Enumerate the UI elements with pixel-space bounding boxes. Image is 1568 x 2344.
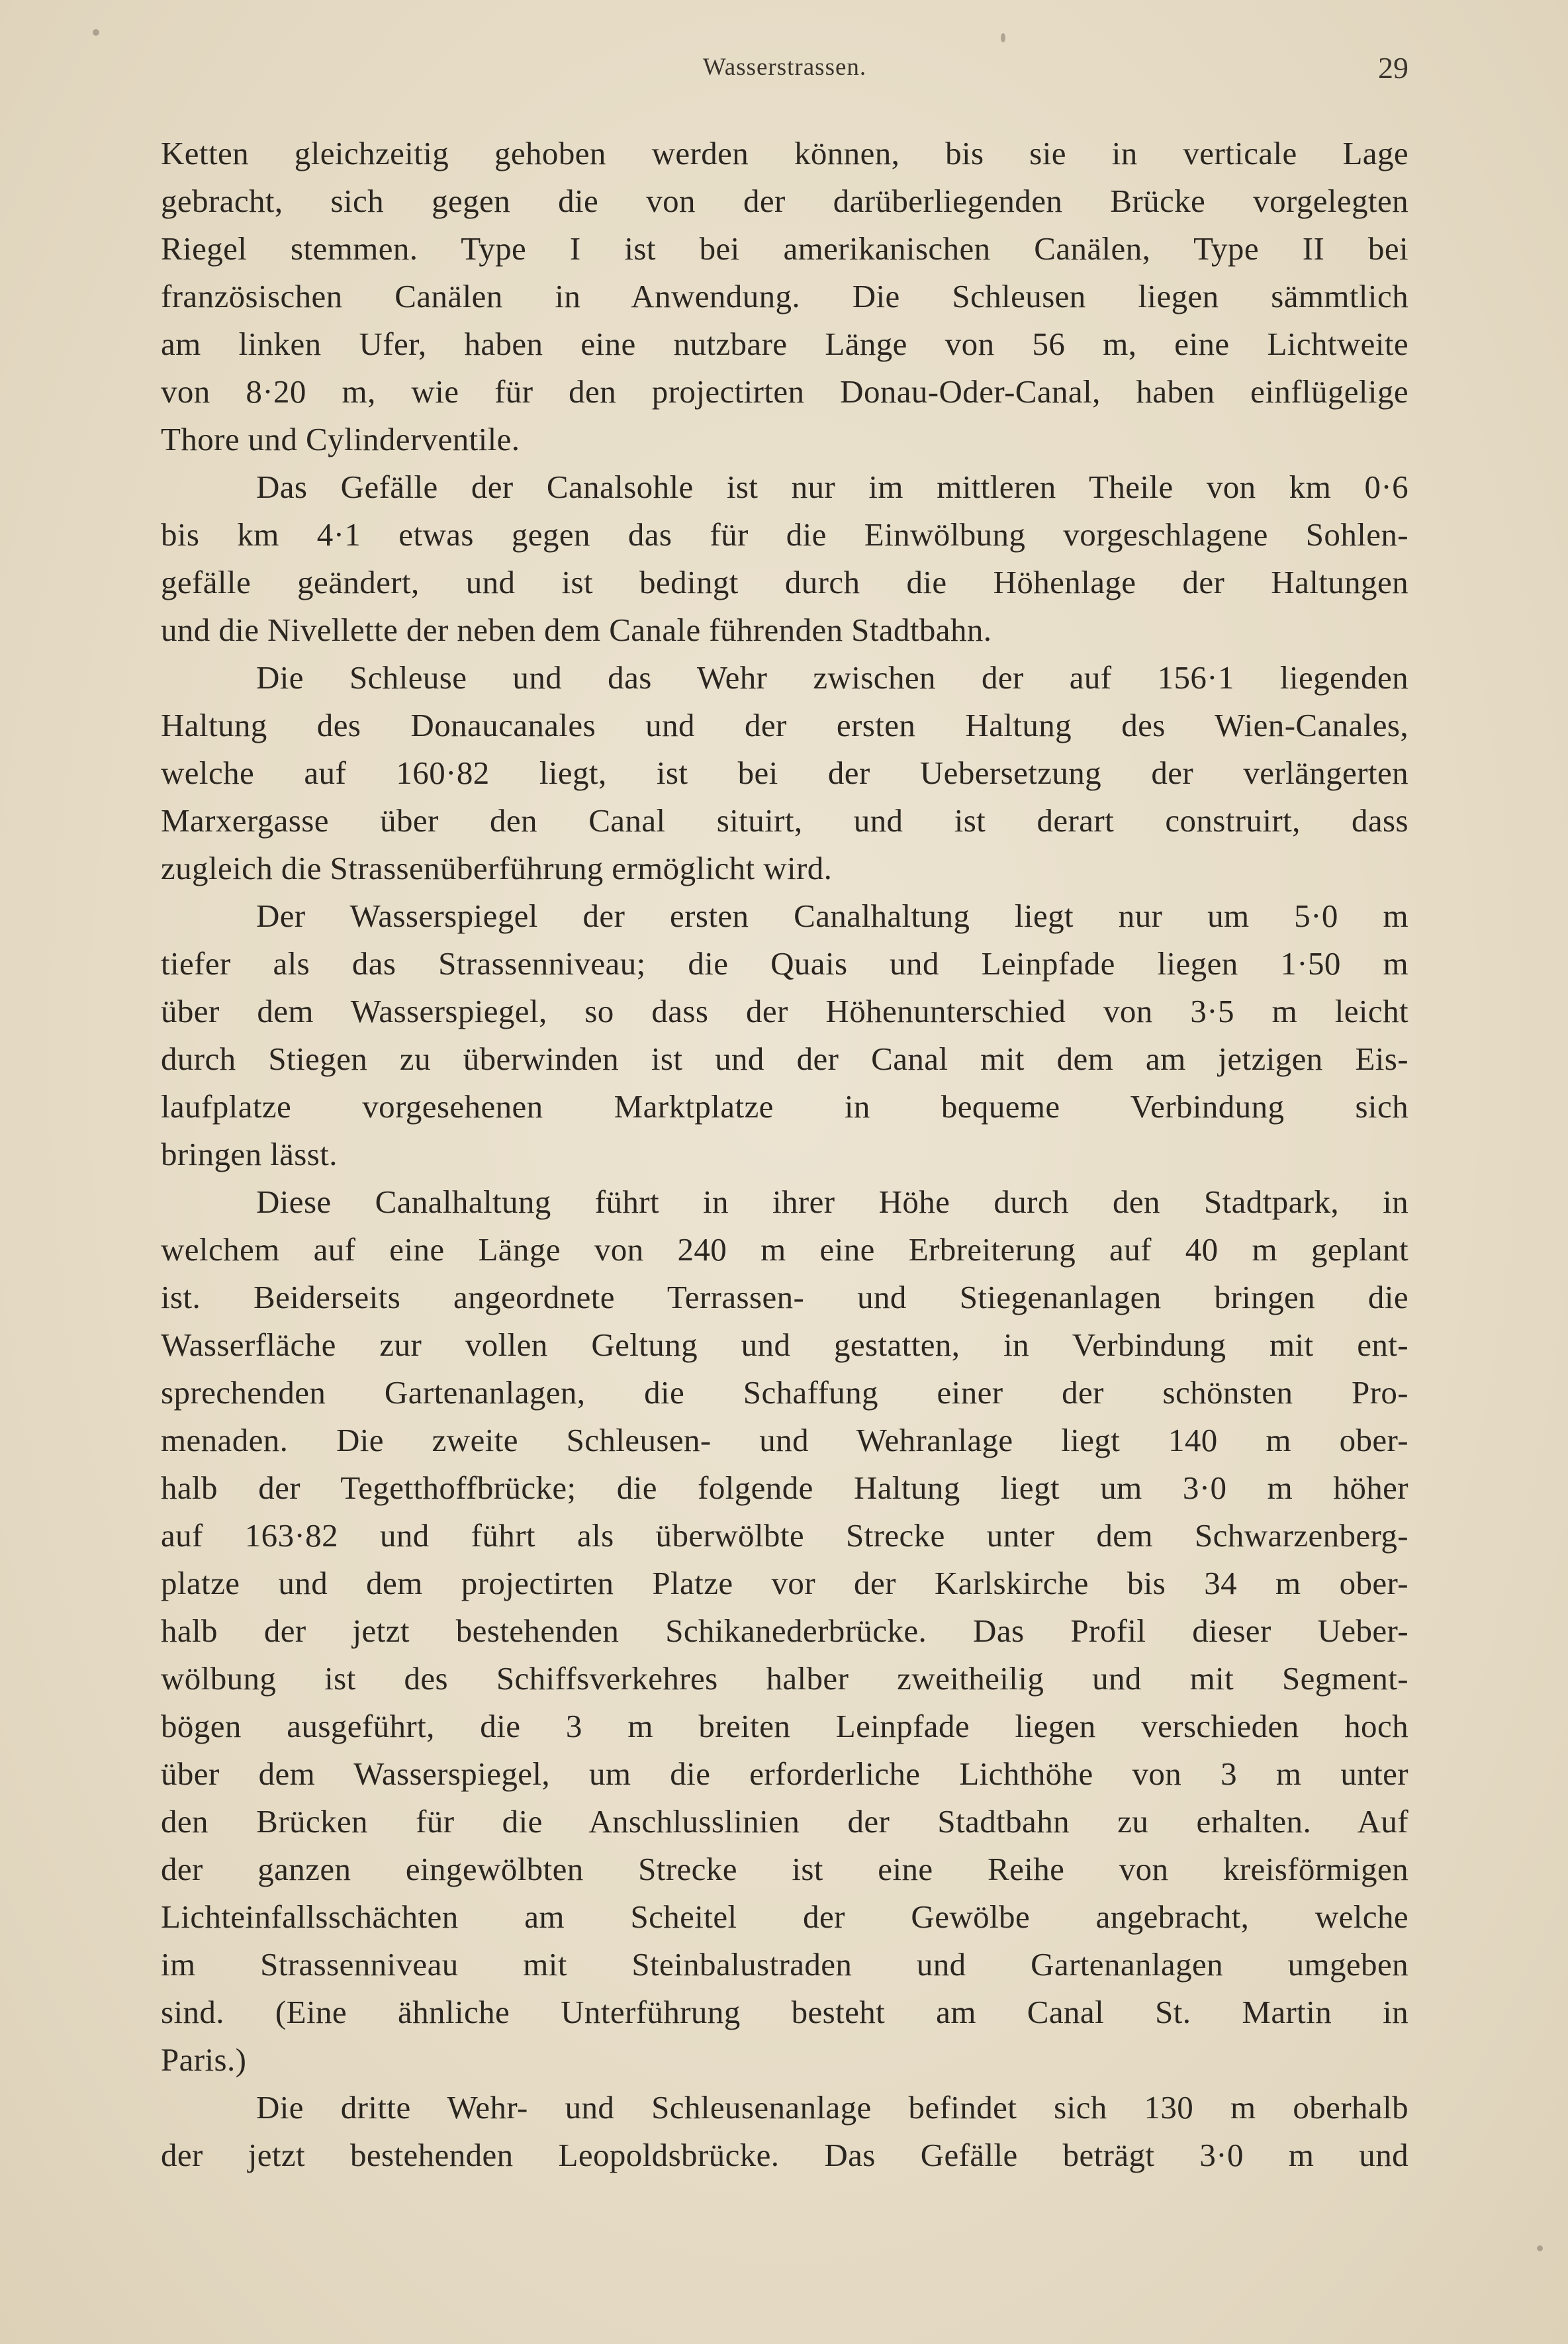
text-line: Paris.) xyxy=(161,2041,247,2078)
text-line: Ketten gleichzeitig gehoben werden können, bis sie in verticale Lage xyxy=(161,135,1408,171)
body-text xyxy=(161,130,1408,2182)
text-line: Thore und Cylinderventile. xyxy=(161,421,520,457)
paper-speck xyxy=(93,29,99,36)
text-line: bringen lässt. xyxy=(161,1136,338,1172)
text-line: sind. (Eine ähnliche Unterführung besteht am Canal St. Martin in xyxy=(161,1994,1408,2030)
text-line: Riegel stemmen. Type I ist bei amerikanischen Canälen, Type II bei xyxy=(161,230,1408,267)
text-line: tiefer als das Strassenniveau; die Quais und Leinpfade liegen 1·50 m xyxy=(161,945,1408,982)
text-line: Marxergasse über den Canal situirt, und ist derart construirt, dass xyxy=(161,802,1408,839)
text-line: Lichteinfallsschächten am Scheitel der Gewölbe angebracht, welche xyxy=(161,1899,1408,1935)
text-line: und die Nivellette der neben dem Canale führenden Stadtbahn. xyxy=(161,612,992,648)
text-line: welche auf 160·82 liegt, ist bei der Uebersetzung der verlängerten xyxy=(161,755,1408,791)
text-line: bis km 4·1 etwas gegen das für die Einwölbung vorgeschlagene Sohlen- xyxy=(161,516,1408,553)
text-line: platze und dem projectirten Platze vor der Karlskirche bis 34 m ober- xyxy=(161,1565,1408,1601)
text-line: auf 163·82 und führt als überwölbte Strecke unter dem Schwarzenberg- xyxy=(161,1517,1408,1554)
text-line: von 8·20 m, wie für den projectirten Donau-Oder-Canal, haben einflügelige xyxy=(161,373,1408,410)
text-line: im Strassenniveau mit Steinbalustraden und Gartenanlagen umgeben xyxy=(161,1946,1408,1983)
text-line: den Brücken für die Anschlusslinien der Stadtbahn zu erhalten. Auf xyxy=(161,1803,1408,1840)
text-line: halb der jetzt bestehenden Schikanederbrücke. Das Profil dieser Ueber- xyxy=(161,1613,1408,1649)
text-line: der ganzen eingewölbten Strecke ist eine Reihe von kreisförmigen xyxy=(161,1851,1408,1887)
text-line: über dem Wasserspiegel, so dass der Höhenunterschied von 3·5 m leicht xyxy=(161,993,1408,1029)
text-line: gefälle geändert, und ist bedingt durch die Höhenlage der Haltungen xyxy=(161,564,1408,600)
text-line: Der Wasserspiegel der ersten Canalhaltung liegt nur um 5·0 m xyxy=(256,898,1408,934)
text-line: französischen Canälen in Anwendung. Die Schleusen liegen sämmtlich xyxy=(161,278,1408,314)
text-line: wölbung ist des Schiffsverkehres halber zweitheilig und mit Segment- xyxy=(161,1660,1408,1697)
text-line: der jetzt bestehenden Leopoldsbrücke. Das Gefälle beträgt 3·0 m und xyxy=(161,2137,1408,2173)
running-title: Wasserstrassen. xyxy=(702,54,867,81)
text-line: sprechenden Gartenanlagen, die Schaffung einer der schönsten Pro- xyxy=(161,1374,1408,1411)
text-line: welchem auf eine Länge von 240 m eine Erbreiterung auf 40 m geplant xyxy=(161,1231,1408,1268)
text-line: über dem Wasserspiegel, um die erforderliche Lichthöhe von 3 m unter xyxy=(161,1756,1408,1792)
text-line: laufplatze vorgesehenen Marktplatze in bequeme Verbindung sich xyxy=(161,1088,1408,1125)
page-number: 29 xyxy=(1378,51,1408,85)
text-line: Diese Canalhaltung führt in ihrer Höhe durch den Stadtpark, in xyxy=(256,1184,1408,1220)
text-line: Das Gefälle der Canalsohle ist nur im mittleren Theile von km 0·6 xyxy=(256,469,1408,505)
text-line: Haltung des Donaucanales und der ersten Haltung des Wien-Canales, xyxy=(161,707,1408,743)
text-line: ist. Beiderseits angeordnete Terrassen- und Stiegenanlagen bringen die xyxy=(161,1279,1408,1315)
paper-speck xyxy=(1001,33,1005,42)
text-line: menaden. Die zweite Schleusen- und Wehranlage liegt 140 m ober- xyxy=(161,1422,1408,1458)
text-line: durch Stiegen zu überwinden ist und der Canal mit dem am jetzigen Eis- xyxy=(161,1041,1408,1077)
text-line: am linken Ufer, haben eine nutzbare Länge von 56 m, eine Lichtweite xyxy=(161,326,1408,362)
text-line: Wasserfläche zur vollen Geltung und gestatten, in Verbindung mit ent- xyxy=(161,1327,1408,1363)
text-line: Die dritte Wehr- und Schleusenanlage befindet sich 130 m oberhalb xyxy=(256,2089,1408,2126)
text-line: Die Schleuse und das Wehr zwischen der auf 156·1 liegenden xyxy=(256,659,1408,696)
text-line: zugleich die Strassenüberführung ermöglicht wird. xyxy=(161,850,833,886)
text-line: bögen ausgeführt, die 3 m breiten Leinpfade liegen verschieden hoch xyxy=(161,1708,1408,1744)
paper-speck xyxy=(1537,2245,1543,2251)
running-head xyxy=(161,53,1408,93)
text-line: gebracht, sich gegen die von der darüberliegenden Brücke vorgelegten xyxy=(161,183,1408,219)
text-line: halb der Tegetthoffbrücke; die folgende Haltung liegt um 3·0 m höher xyxy=(161,1470,1408,1506)
